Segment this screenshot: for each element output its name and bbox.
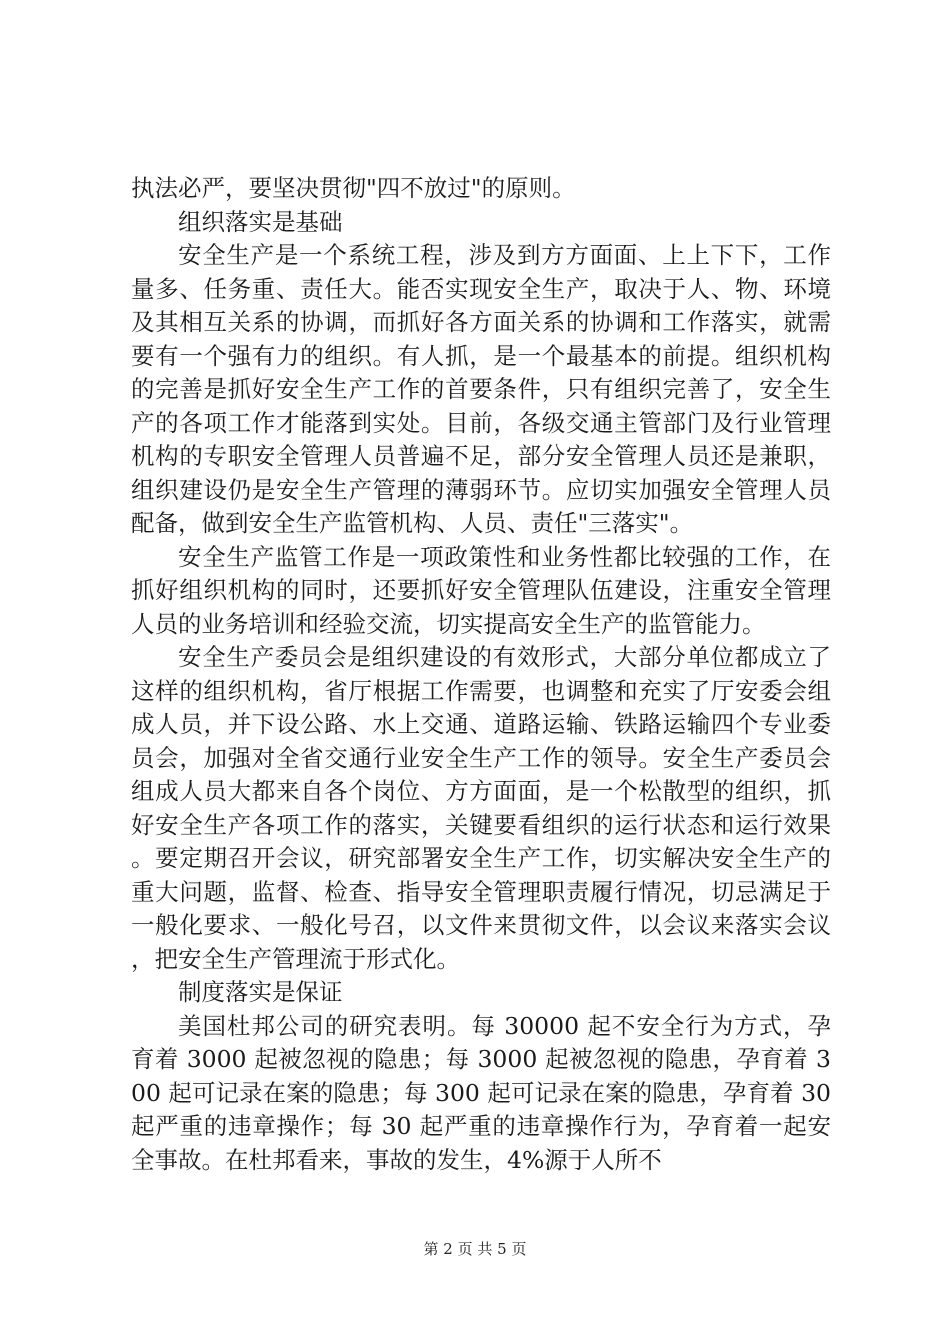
section-heading-system: 制度落实是保证: [178, 978, 343, 1006]
document-body: [131, 172, 831, 1177]
page-number-footer: 第 2 页 共 5 页: [423, 1240, 527, 1258]
paragraph-continuation: 执法必严，要坚决贯彻"四不放过"的原则。: [131, 174, 576, 202]
paragraph-safety-committee: 安全生产委员会是组织建设的有效形式，大部分单位都成立了这样的组织机构，省厅根据工作需要，也调整和充实了厅安委会组成人员，并下设公路、水上交通、道路运输、铁路运输四个专业委员会，加强对全省交通行业安全生产工作的领导。安全生产委员会组成人员大都来自各个岗位、方方面面，是一个松散型的组织，抓好安全生产各项工作的落实，关键要看组织的运行状态和运行效果。要定期召开会议，研究部署安全生产工作，切实解决安全生产的重大问题，监督、检查、指导安全管理职责履行情况，切忌满足于一般化要求、一般化号召，以文件来贯彻文件，以会议来落实会议，把安全生产管理流于形式化。: [131, 643, 831, 973]
paragraph-dupont-study: 美国杜邦公司的研究表明。每 30000 起不安全行为方式，孕育着 3000 起被忽视的隐患；每 3000 起被忽视的隐患，孕育着 300 起可记录在案的隐患；每 300 起可记录在案的隐患，孕育着 30 起严重的违章操作；每 30 起严重的违章操作行为，孕育着一起安全事故。在杜邦看来，事故的发生，4%源于人所不: [131, 1011, 831, 1174]
paragraph-organization-intro: 安全生产是一个系统工程，涉及到方方面面、上上下下，工作量多、任务重、责任大。能否实现安全生产，取决于人、物、环境及其相互关系的协调，而抓好各方面关系的协调和工作落实，就需要有一个强有力的组织。有人抓，是一个最基本的前提。组织机构的完善是抓好安全生产工作的首要条件，只有组织完善了，安全生产的各项工作才能落到实处。目前，各级交通主管部门及行业管理机构的专职安全管理人员普遍不足，部分安全管理人员还是兼职，组织建设仍是安全生产管理的薄弱环节。应切实加强安全管理人员配备，做到安全生产监管机构、人员、责任"三落实"。: [131, 241, 831, 537]
paragraph-supervision: 安全生产监管工作是一项政策性和业务性都比较强的工作，在抓好组织机构的同时，还要抓好安全管理队伍建设，注重安全管理人员的业务培训和经验交流，切实提高安全生产的监管能力。: [131, 542, 831, 638]
section-heading-organization: 组织落实是基础: [178, 207, 343, 236]
